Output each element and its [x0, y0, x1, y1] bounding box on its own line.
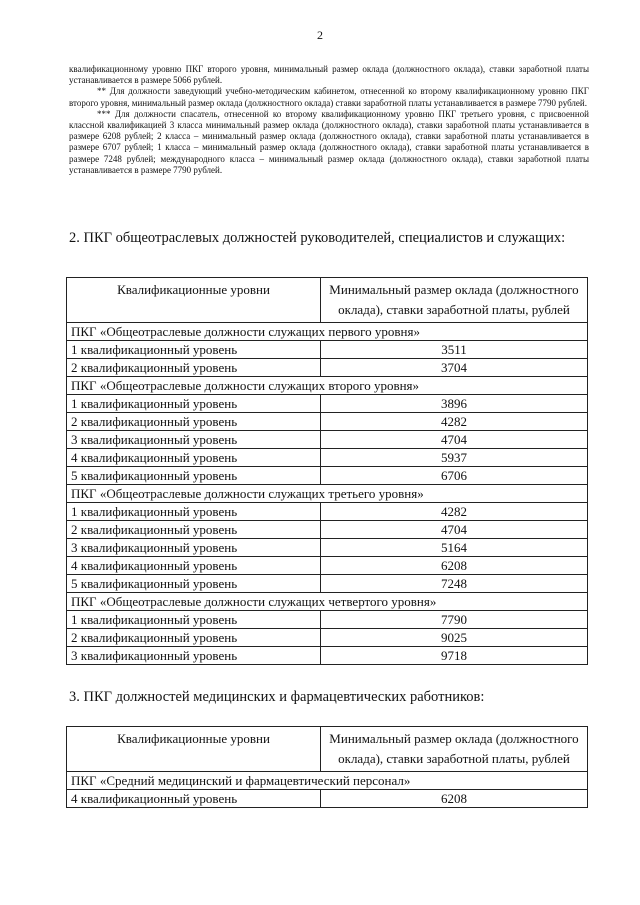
level-cell: 2 квалификационный уровень [67, 629, 321, 647]
level-cell: 2 квалификационный уровень [67, 521, 321, 539]
salary-cell: 3511 [321, 341, 588, 359]
table-row [67, 359, 588, 377]
table-row [67, 790, 588, 808]
level-cell: 1 квалификационный уровень [67, 341, 321, 359]
table-row [67, 521, 588, 539]
level-cell: 4 квалификационный уровень [67, 557, 321, 575]
salary-cell: 4282 [321, 503, 588, 521]
table-row [67, 467, 588, 485]
table-row [67, 629, 588, 647]
salary-cell: 4704 [321, 431, 588, 449]
level-cell: 4 квалификационный уровень [67, 449, 321, 467]
level-cell: 3 квалификационный уровень [67, 431, 321, 449]
group-row [67, 323, 588, 341]
salary-cell: 7790 [321, 611, 588, 629]
table-row [67, 431, 588, 449]
level-cell: 1 квалификационный уровень [67, 611, 321, 629]
table-row [67, 539, 588, 557]
level-cell: 2 квалификационный уровень [67, 413, 321, 431]
level-cell: 5 квалификационный уровень [67, 575, 321, 593]
footnotes [69, 64, 589, 176]
level-cell: 3 квалификационный уровень [67, 647, 321, 665]
footnote-triple-star: *** Для должности спасатель, отнесенной ко второму квалификационному уровню ПКГ третьего уровня, с присвоенной классной квалификацией 3 класса минимальный размер оклада (должностного оклада), ставки заработной платы устанавливается в размере 6208 рублей; 2 класса – минимальный размер оклада (должностного оклада), ставки заработной платы устанавливается в размере 6707 рублей; 1 класса – минимальный размер оклада (должностного оклада), ставки заработной платы устанавливается в размере 7248 рублей; международного класса – минимальный размер оклада (должностного оклада), ставки заработной платы устанавливается в размере 7790 рублей. [69, 108, 589, 175]
salary-cell: 4704 [321, 521, 588, 539]
footnote-continuation: квалификационному уровню ПКГ второго уровня, минимальный размер оклада (должностного оклада), ставки заработной платы устанавливается в размере 5066 рублей. [69, 64, 589, 86]
salary-cell: 9718 [321, 647, 588, 665]
level-cell: 1 квалификационный уровень [67, 395, 321, 413]
footnote-double-star: ** Для должности заведующий учебно-методическим кабинетом, отнесенной ко второму квалификационному уровню ПКГ второго уровня, минимальный размер оклада (должностного оклада) ставки заработной платы устанавливается в размере 7790 рублей. [69, 86, 589, 108]
table-row [67, 341, 588, 359]
salary-cell: 6208 [321, 790, 588, 808]
salary-cell: 6208 [321, 557, 588, 575]
group-name: ПКГ «Средний медицинский и фармацевтический персонал» [67, 772, 588, 790]
header-salary: Минимальный размер оклада (должностного оклада), ставки заработной платы, рублей [321, 727, 588, 772]
table-row [67, 413, 588, 431]
salary-cell: 4282 [321, 413, 588, 431]
section-3-title: 3. ПКГ должностей медицинских и фармацевтических работников: [69, 689, 485, 705]
page-number: 2 [317, 28, 323, 42]
header-salary: Минимальный размер оклада (должностного оклада), ставки заработной платы, рублей [321, 278, 588, 323]
group-name: ПКГ «Общеотраслевые должности служащих третьего уровня» [67, 485, 588, 503]
group-row [67, 593, 588, 611]
salary-cell: 9025 [321, 629, 588, 647]
salary-cell: 3704 [321, 359, 588, 377]
group-row [67, 485, 588, 503]
table-header-row [67, 278, 588, 323]
header-level: Квалификационные уровни [67, 278, 321, 323]
group-row [67, 377, 588, 395]
table-row [67, 647, 588, 665]
group-name: ПКГ «Общеотраслевые должности служащих первого уровня» [67, 323, 588, 341]
salary-cell: 7248 [321, 575, 588, 593]
level-cell: 1 квалификационный уровень [67, 503, 321, 521]
level-cell: 2 квалификационный уровень [67, 359, 321, 377]
table-row [67, 449, 588, 467]
salary-table-medical [66, 726, 588, 808]
header-level: Квалификационные уровни [67, 727, 321, 772]
group-name: ПКГ «Общеотраслевые должности служащих второго уровня» [67, 377, 588, 395]
table-row [67, 611, 588, 629]
table-row [67, 503, 588, 521]
level-cell: 4 квалификационный уровень [67, 790, 321, 808]
group-name: ПКГ «Общеотраслевые должности служащих четвертого уровня» [67, 593, 588, 611]
table-row [67, 395, 588, 413]
table-row [67, 575, 588, 593]
salary-cell: 5164 [321, 539, 588, 557]
section-2-title: 2. ПКГ общеотраслевых должностей руководителей, специалистов и служащих: [69, 230, 566, 246]
salary-cell: 5937 [321, 449, 588, 467]
table-header-row [67, 727, 588, 772]
salary-cell: 3896 [321, 395, 588, 413]
level-cell: 3 квалификационный уровень [67, 539, 321, 557]
table-row [67, 557, 588, 575]
salary-cell: 6706 [321, 467, 588, 485]
group-row [67, 772, 588, 790]
level-cell: 5 квалификационный уровень [67, 467, 321, 485]
salary-table-general [66, 277, 588, 665]
